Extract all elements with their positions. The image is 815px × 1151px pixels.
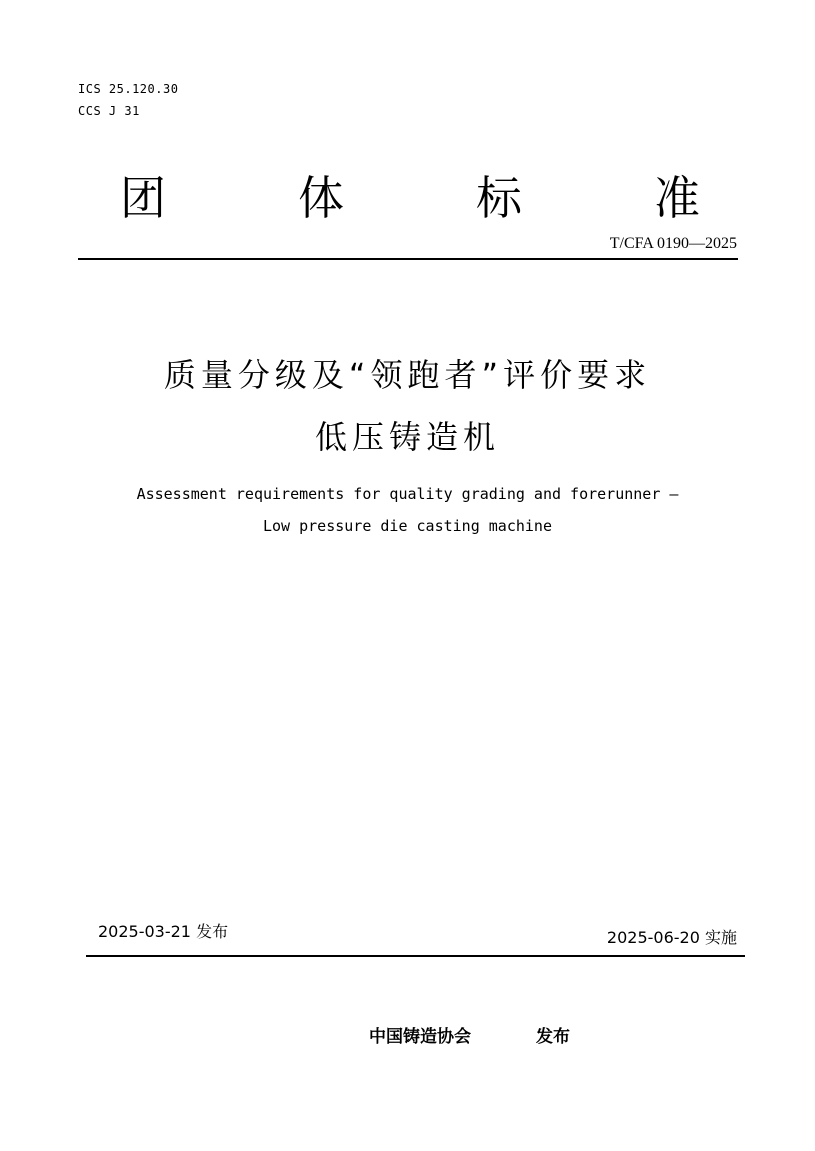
standard-type-char-4: 准	[654, 171, 700, 225]
title-cn-line-1: 质量分级及“领跑者”评价要求	[163, 356, 652, 394]
publisher-org: 中国铸造协会	[369, 1027, 471, 1047]
implement-date: 2025-06-20 实施	[606, 928, 737, 947]
standard-number: T/CFA 0190—2025	[609, 235, 737, 252]
standard-type-heading	[120, 168, 700, 228]
ccs-code: CCS J 31	[78, 104, 140, 118]
ics-code: ICS 25.120.30	[78, 82, 179, 96]
title-cn-line-2: 低压铸造机	[314, 418, 500, 456]
publish-date: 2025-03-21 发布	[98, 922, 229, 941]
standard-type-char-2: 体	[298, 171, 344, 225]
standard-type-char-3: 标	[476, 171, 522, 225]
title-en-line-2: Low pressure die casting machine	[263, 517, 552, 535]
header-divider	[78, 258, 738, 260]
title-en-line-1: Assessment requirements for quality grading and forerunner —	[136, 485, 679, 503]
standard-type-char-1: 团	[120, 171, 166, 225]
footer-divider	[86, 955, 745, 957]
publisher-action: 发布	[536, 1027, 570, 1047]
